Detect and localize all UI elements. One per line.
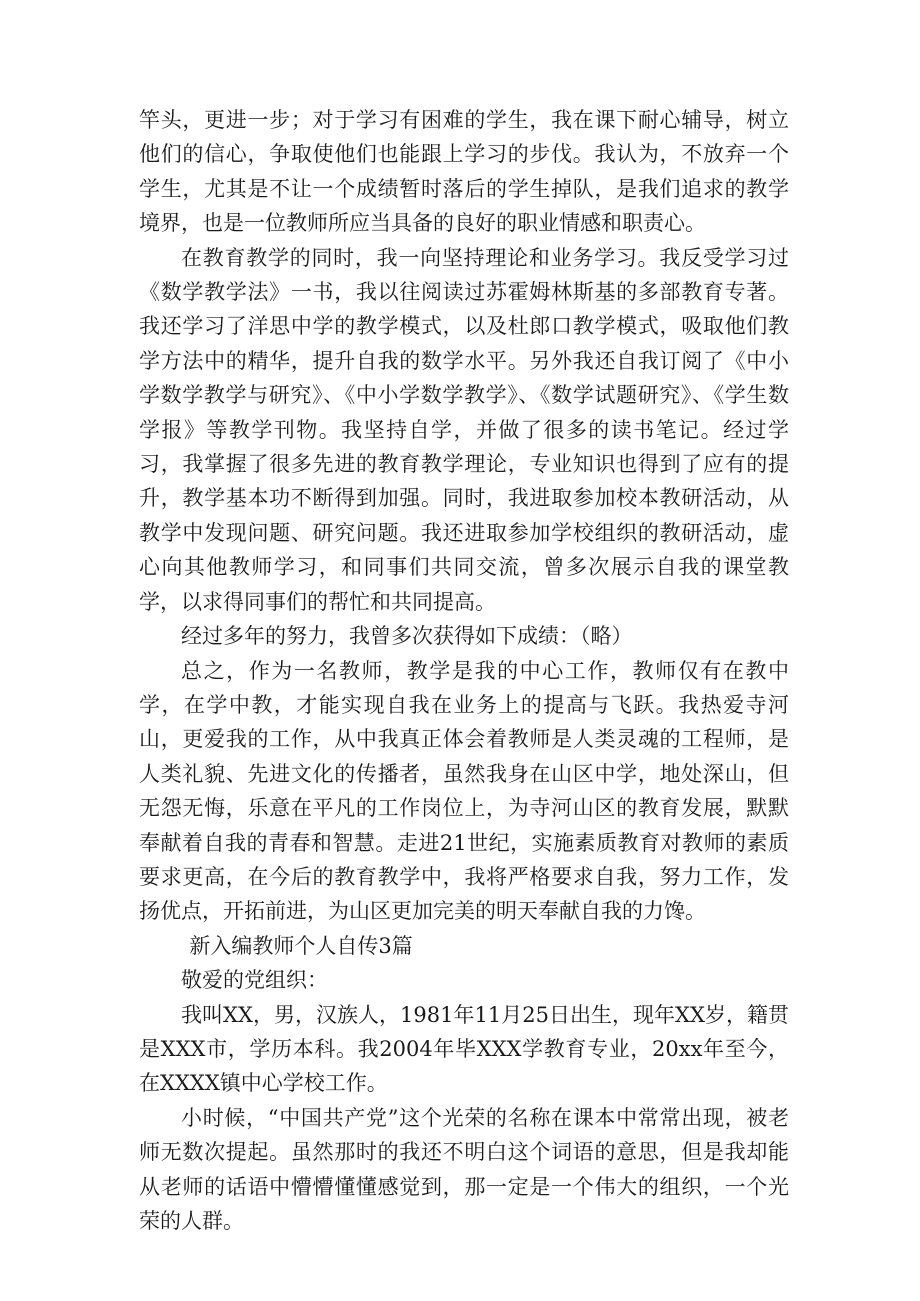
paragraph-self-intro: 我叫XX，男，汉族人，1981年11月25日出生，现年XX岁，籍贯是XXX市，学历本科。我2004年毕XXX学教育专业，20xx年至今，在XXXX镇中心学校工作。	[139, 1002, 789, 1096]
section-title: 新入编教师个人自传3篇	[189, 933, 413, 958]
paragraph-study: 在教育教学的同时，我一向坚持理论和业务学习。我反受学习过《数学教学法》一书，我以往阅读过苏霍姆林斯基的多部教育专著。我还学习了洋思中学的教学模式，以及杜郎口教学模式，吸取他们教学方法中的精华，提升自我的数学水平。另外我还自我订阅了《中小学数学教学与研究》、《中小学数学教学》、《数学试题研究》、《学生数学报》等教学刊物。我坚持自学，并做了很多的读书笔记。经过学习，我掌握了很多先进的教育教学理论，专业知识也得到了应有的提升，教学基本功不断得到加强。同时，我进取参加校本教研活动，从教学中发现问题、研究问题。我还进取参加学校组织的教研活动，虚心向其他教师学习，和同事们共同交流，曾多次展示自我的课堂教学，以求得同事们的帮忙和共同提高。	[139, 245, 789, 614]
paragraph-summary: 总之，作为一名教师，教学是我的中心工作，教师仅有在教中学，在学中教，才能实现自我在业务上的提高与飞跃。我热爱寺河山，更爱我的工作，从中我真正体会着教师是人类灵魂的工程师，是人类礼貌、先进文化的传播者，虽然我身在山区中学，地处深山，但无怨无悔，乐意在平凡的工作岗位上，为寺河山区的教育发展，默默奉献着自我的青春和智慧。走进21世纪，实施素质教育对教师的素质要求更高，在今后的教育教学中，我将严格要求自我，努力工作，发扬优点，开拓前进，为山区更加完美的明天奉献自我的力馋。	[139, 658, 789, 924]
paragraph-childhood: 小时候，“中国共产党”这个光荣的名称在课本中常常出现，被老师无数次提起。虽然那时的我还不明白这个词语的意思，但是我却能从老师的话语中懵懵懂懂感觉到，那一定是一个伟大的组织，一个光荣的人群。	[139, 1105, 789, 1233]
paragraph-continuation: 竿头，更进一步；对于学习有困难的学生，我在课下耐心辅导，树立他们的信心，争取使他们也能跟上学习的步伐。我认为，不放弃一个学生，尤其是不让一个成绩暂时落后的学生掉队，是我们追求的教学境界，也是一位教师所应当具备的良好的职业情感和职责心。	[139, 108, 789, 236]
paragraph-achievements: 经过多年的努力，我曾多次获得如下成绩：（略）	[181, 624, 633, 649]
document-body	[139, 103, 789, 1238]
salutation: 敬爱的党组织：	[181, 968, 328, 993]
